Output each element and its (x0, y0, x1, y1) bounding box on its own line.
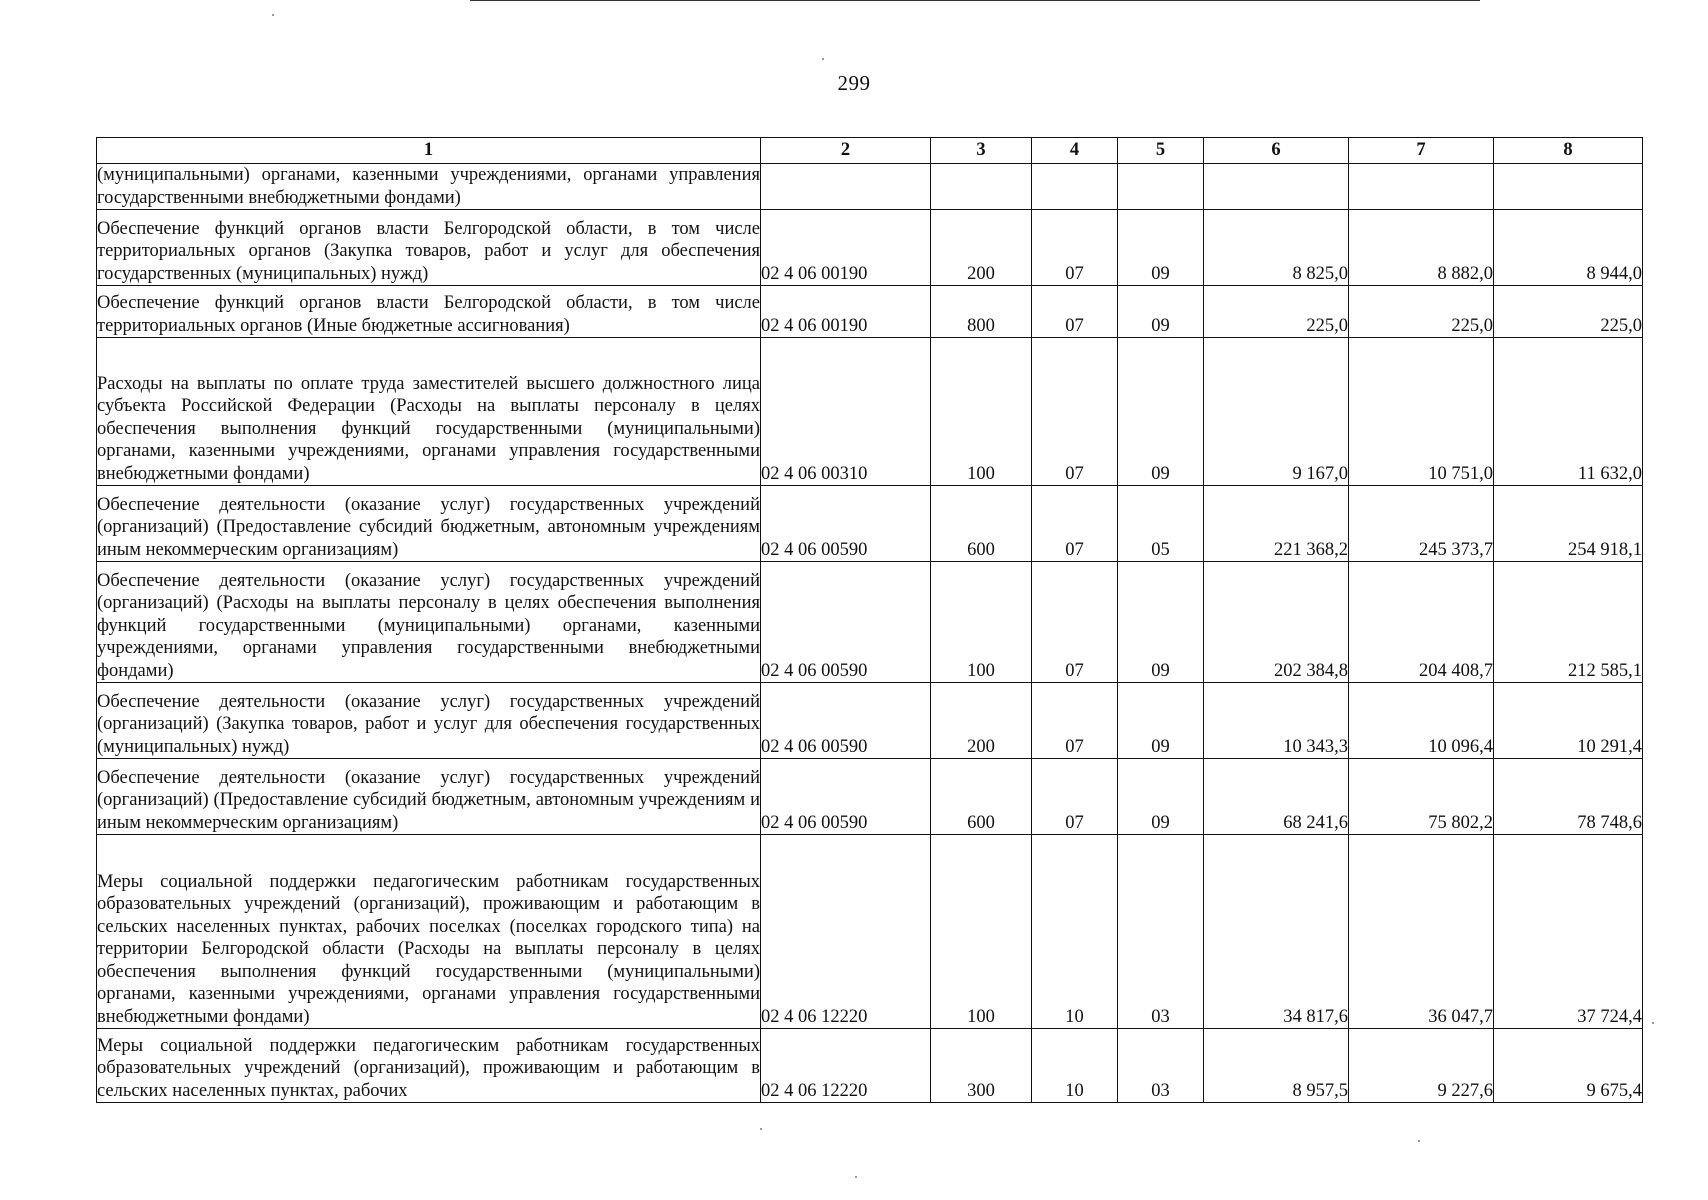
amount-col-8: 254 918,1 (1494, 486, 1643, 562)
amount-col-6: 8 957,5 (1204, 1029, 1349, 1103)
amount-col-6: 225,0 (1204, 286, 1349, 338)
subsection: 03 (1118, 1029, 1204, 1103)
amount-col-8: 9 675,4 (1494, 1029, 1643, 1103)
subsection: 05 (1118, 486, 1204, 562)
scan-speck (760, 1128, 762, 1130)
column-header-3: 3 (931, 138, 1032, 164)
table-row (97, 286, 1643, 338)
target-code: 02 4 06 00310 (761, 338, 931, 486)
table-row (97, 759, 1643, 835)
amount-col-8: 10 291,4 (1494, 683, 1643, 759)
amount-col-6: 9 167,0 (1204, 338, 1349, 486)
column-header-8: 8 (1494, 138, 1643, 164)
amount-col-6: 8 825,0 (1204, 210, 1349, 286)
section: 07 (1032, 759, 1118, 835)
row-description: Обеспечение деятельности (оказание услуг) государственных учреждений (организаций) (Предоставление субсидий бюджетным, автономным учреждениям и иным некоммерческим организациям) (97, 759, 761, 835)
section: 10 (1032, 835, 1118, 1029)
expense-type: 100 (931, 562, 1032, 683)
row-description: Обеспечение деятельности (оказание услуг) государственных учреждений (организаций) (Предоставление субсидий бюджетным, автономным учреждениям иным некоммерческим организациям) (97, 486, 761, 562)
table-row (97, 562, 1643, 683)
column-header-2: 2 (761, 138, 931, 164)
expense-type: 100 (931, 835, 1032, 1029)
expense-type: 600 (931, 759, 1032, 835)
amount-col-7: 225,0 (1349, 286, 1494, 338)
table-row (97, 164, 1643, 210)
target-code: 02 4 06 12220 (761, 1029, 931, 1103)
amount-col-7: 10 751,0 (1349, 338, 1494, 486)
expense-type: 200 (931, 683, 1032, 759)
row-description: (муниципальными) органами, казенными учреждениями, органами управления государственными внебюджетными фондами) (97, 165, 760, 208)
section: 10 (1032, 1029, 1118, 1103)
header-row (97, 138, 1643, 164)
target-code: 02 4 06 00590 (761, 683, 931, 759)
amount-col-6: 34 817,6 (1204, 835, 1349, 1029)
budget-table (96, 137, 1643, 1103)
subsection: 09 (1118, 338, 1204, 486)
amount-col-7: 36 047,7 (1349, 835, 1494, 1029)
amount-col-8: 225,0 (1494, 286, 1643, 338)
subsection: 09 (1118, 562, 1204, 683)
section: 07 (1032, 486, 1118, 562)
scan-speck (1418, 1140, 1420, 1142)
table-row (97, 486, 1643, 562)
expense-type (931, 164, 1032, 210)
section: 07 (1032, 286, 1118, 338)
amount-col-7: 245 373,7 (1349, 486, 1494, 562)
expense-type: 600 (931, 486, 1032, 562)
expense-type: 200 (931, 210, 1032, 286)
expense-type: 100 (931, 338, 1032, 486)
target-code: 02 4 06 00590 (761, 759, 931, 835)
section: 07 (1032, 338, 1118, 486)
target-code: 02 4 06 00190 (761, 286, 931, 338)
table-row (97, 835, 1643, 1029)
subsection: 09 (1118, 210, 1204, 286)
amount-col-6: 202 384,8 (1204, 562, 1349, 683)
row-description: Обеспечение функций органов власти Белгородской области, в том числе территориальных органов (Закупка товаров, работ и услуг для обеспечения государственных (муниципальных) нужд) (97, 210, 761, 286)
amount-col-7 (1349, 164, 1494, 210)
row-description: Обеспечение деятельности (оказание услуг) государственных учреждений (организаций) (Расходы на выплаты персоналу в целях обеспечения выполнения функций государственными (муниципальными) органами, казенными учреждениями, органами управления государственными внебюджетными фондами) (97, 562, 761, 683)
expense-type: 800 (931, 286, 1032, 338)
amount-col-8: 11 632,0 (1494, 338, 1643, 486)
amount-col-6: 68 241,6 (1204, 759, 1349, 835)
subsection: 09 (1118, 683, 1204, 759)
amount-col-8: 8 944,0 (1494, 210, 1643, 286)
amount-col-7: 75 802,2 (1349, 759, 1494, 835)
subsection: 03 (1118, 835, 1204, 1029)
subsection: 09 (1118, 759, 1204, 835)
column-header-4: 4 (1032, 138, 1118, 164)
scan-speck (1652, 1022, 1654, 1024)
target-code: 02 4 06 00590 (761, 486, 931, 562)
column-header-7: 7 (1349, 138, 1494, 164)
scan-speck (855, 1176, 857, 1178)
table-row (97, 210, 1643, 286)
amount-col-7: 8 882,0 (1349, 210, 1494, 286)
top-edge-rule (470, 0, 1480, 1)
table-row (97, 338, 1643, 486)
scan-speck (822, 58, 824, 60)
section (1032, 164, 1118, 210)
column-header-6: 6 (1204, 138, 1349, 164)
scan-speck (272, 14, 274, 16)
amount-col-6: 10 343,3 (1204, 683, 1349, 759)
page-number: 299 (837, 71, 871, 95)
target-code: 02 4 06 12220 (761, 835, 931, 1029)
amount-col-8: 212 585,1 (1494, 562, 1643, 683)
row-description: Обеспечение функций органов власти Белгородской области, в том числе территориальных органов (Иные бюджетные ассигнования) (97, 286, 761, 338)
amount-col-7: 10 096,4 (1349, 683, 1494, 759)
row-description: Меры социальной поддержки педагогическим работникам государственных образовательных учреждений (организаций), проживающим и работающим в сельских населенных пунктах, рабочих (97, 1029, 761, 1103)
section: 07 (1032, 683, 1118, 759)
expense-type: 300 (931, 1029, 1032, 1103)
table-row (97, 683, 1643, 759)
row-description: Меры социальной поддержки педагогическим работникам государственных образовательных учреждений (организаций), проживающим и работающим в сельских населенных пунктах, рабочих поселках (поселках городского типа) на территории Белгородской области (Расходы на выплаты персоналу в целях обеспечения выполнения функций государственными (муниципальными) органами, казенными учреждениями, органами управления государственными внебюджетными фондами) (97, 835, 761, 1029)
amount-col-8 (1494, 164, 1643, 210)
row-description: Расходы на выплаты по оплате труда заместителей высшего должностного лица субъекта Российской Федерации (Расходы на выплаты персоналу в целях обеспечения выполнения функций государственными (муниципальными) органами, казенными учреждениями, органами управления государственными внебюджетными фондами) (97, 338, 761, 486)
amount-col-8: 78 748,6 (1494, 759, 1643, 835)
amount-col-7: 9 227,6 (1349, 1029, 1494, 1103)
target-code: 02 4 06 00590 (761, 562, 931, 683)
amount-col-8: 37 724,4 (1494, 835, 1643, 1029)
amount-col-7: 204 408,7 (1349, 562, 1494, 683)
section: 07 (1032, 210, 1118, 286)
section: 07 (1032, 562, 1118, 683)
column-header-5: 5 (1118, 138, 1204, 164)
column-header-1: 1 (97, 138, 761, 164)
table-row (97, 1029, 1643, 1103)
subsection: 09 (1118, 286, 1204, 338)
amount-col-6: 221 368,2 (1204, 486, 1349, 562)
row-description: Обеспечение деятельности (оказание услуг) государственных учреждений (организаций) (Закупка товаров, работ и услуг для обеспечения государственных (муниципальных) нужд) (97, 683, 761, 759)
target-code: 02 4 06 00190 (761, 210, 931, 286)
amount-col-6 (1204, 164, 1349, 210)
subsection (1118, 164, 1204, 210)
target-code (761, 164, 931, 210)
